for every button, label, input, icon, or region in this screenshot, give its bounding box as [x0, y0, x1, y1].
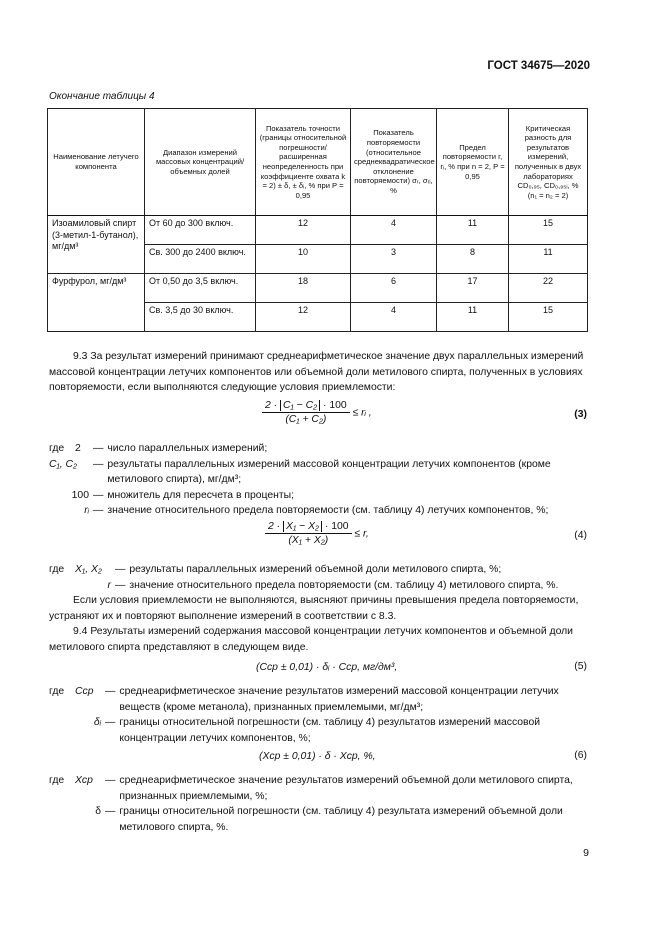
table-row: [48, 216, 588, 245]
definitions-6: где Xср — среднеарифметическое значение результатов измерений объемной доли метилового спирта, признанных приемлемыми, %; δ — границы относительной погрешности (см. таблицу 4) результата измерений объемной доли метилового спирта, %.: [49, 773, 587, 835]
value-cell: 12: [256, 303, 351, 332]
value-cell: 15: [509, 216, 588, 245]
table-head-cell: Предел повторяемости r, rᵢ, % при n = 2, P = 0,95: [437, 109, 509, 216]
range-cell: От 60 до 300 включ.: [145, 216, 256, 245]
def-symbol: rᵢ: [84, 505, 89, 516]
value-cell: 3: [351, 245, 437, 274]
definitions-5: где Cср — среднеарифметическое значение результатов измерений массовой концентрации летучих веществ (кроме метанола), признанных приемлемыми, мг/дм³; δᵢ — границы относительной погрешности (см. таблицу 4) результатов измерений массовой концентрации летучих компонентов, %;: [49, 684, 587, 746]
def-lead: где: [49, 443, 65, 454]
value-cell: 11: [437, 303, 509, 332]
def-text: значение относительного предела повторяемости (см. таблицу 4) летучих компонентов, %;: [107, 505, 549, 516]
value-cell: 22: [509, 274, 588, 303]
def-text: границы относительной погрешности (см. таблицу 4) результатов измерений массовой концентрации летучих компонентов, %;: [119, 717, 541, 744]
value-cell: 6: [351, 274, 437, 303]
def-text: среднеарифметическое значение результатов измерений массовой концентрации летучих веществ (кроме метанола), признанных приемлемыми, мг/дм³;: [119, 686, 559, 713]
def-symbol: δᵢ: [93, 717, 101, 728]
value-cell: 10: [256, 245, 351, 274]
formula-part: C₁ − C₂: [280, 400, 320, 411]
def-symbol: 2: [75, 443, 81, 454]
formula-part: · 100: [320, 400, 347, 411]
def-text: среднеарифметическое значение результатов измерений объемной доли метилового спирта, признанных приемлемыми, %;: [119, 775, 573, 802]
def-lead: где: [49, 775, 65, 786]
formula-part: 2 ·: [265, 400, 281, 411]
formula-part: (C₁ + C₂): [285, 414, 327, 425]
value-cell: 11: [509, 245, 588, 274]
table-head-cell: Показатель точности (границы относительной погрешности/расширенная неопределенность при коэффициенте охвата k = 2) ± δ, ± δᵢ, % при P = 0,95: [256, 109, 351, 216]
def-symbol: C₁, C₂: [49, 458, 78, 470]
formula-part: · 100: [321, 521, 349, 532]
formula-number: (6): [574, 750, 587, 761]
formula-3: [262, 399, 372, 426]
def-text: границы относительной погрешности (см. таблицу 4) результата измерений объемной доли метилового спирта, %.: [119, 806, 563, 833]
formula-part: ≤ rᵢ ,: [349, 407, 372, 419]
formula-5: (Cср ± 0,01) · δᵢ · Cср, мг/дм³,: [256, 662, 398, 673]
table-4: [47, 108, 588, 332]
document-header: ГОСТ 34675—2020: [487, 60, 590, 72]
value-cell: 4: [351, 303, 437, 332]
table-head-cell: Показатель повторяемости (относительное среднеквадратическое отклонение повторяемости) σᵣ, σᵣᵢ, %: [351, 109, 437, 216]
table-head-cell: Наименование летучего компонента: [48, 109, 145, 216]
value-cell: 17: [437, 274, 509, 303]
def-lead: где: [49, 564, 65, 575]
def-text: значение относительного предела повторяемости (см. таблицу 4) метилового спирта, %.: [129, 579, 559, 591]
def-symbol: 100: [71, 489, 89, 501]
paragraph-9-3-cont: Если условия приемлемости не выполняются, выясняют причины превышения предела повторяемости, устраняют их и повторяют выполнение измерений в соответствии с 8.3.: [49, 595, 579, 622]
def-text: результаты параллельных измерений массовой концентрации летучих компонентов (кроме метилового спирта), мг/дм³;: [107, 458, 551, 485]
definitions-4: где X₁, X₂ — результаты параллельных измерений объемной доли метилового спирта, %; r — значение относительного предела повторяемости (см. таблицу 4) метилового спирта, %.: [49, 562, 587, 593]
def-text: число параллельных измерений;: [107, 443, 268, 454]
fraction: [265, 520, 352, 547]
value-cell: 15: [509, 303, 588, 332]
def-text: множитель для пересчета в проценты;: [107, 489, 295, 501]
component-name: Фурфурол, мг/дм³: [48, 274, 145, 332]
range-cell: Св. 300 до 2400 включ.: [145, 245, 256, 274]
value-cell: 8: [437, 245, 509, 274]
value-cell: 18: [256, 274, 351, 303]
def-symbol: X₁, X₂: [75, 564, 102, 575]
value-cell: 12: [256, 216, 351, 245]
formula-part: X₁ − X₂: [283, 521, 322, 532]
formula-number: (5): [574, 661, 587, 672]
page-number: 9: [583, 847, 589, 859]
def-symbol: Xср: [75, 775, 93, 786]
definitions-3: где 2 — число параллельных измерений; C₁, C₂ — результаты параллельных измерений массовой концентрации летучих компонентов (кроме метилового спирта), мг/дм³; 100 — множитель для пересчета в проценты; rᵢ — значение относительного предела повторяемости (см. таблицу 4) летучих компонентов, %;: [49, 441, 587, 519]
fraction: [262, 399, 350, 426]
value-cell: 11: [437, 216, 509, 245]
def-symbol: δ: [95, 806, 101, 817]
formula-part: ≤ r,: [351, 528, 369, 540]
formula-number: (4): [574, 530, 587, 541]
table-caption: Окончание таблицы 4: [49, 91, 155, 102]
table-head-cell: Критическая разность для результатов измерений, полученных в двух лабораториях CD₀,₉₅, CD₀,₉₅ᵢ, % (n₁ = n₂ = 2): [509, 109, 588, 216]
formula-part: (X₁ + X₂): [288, 535, 329, 546]
def-symbol: r: [107, 579, 111, 591]
component-name: Изоамиловый спирт (3-метил-1-бутанол), мг/дм³: [48, 216, 145, 274]
value-cell: 4: [351, 216, 437, 245]
range-cell: От 0,50 до 3,5 включ.: [145, 274, 256, 303]
formula-part: 2 ·: [268, 521, 284, 532]
range-cell: Св. 3,5 до 30 включ.: [145, 303, 256, 332]
formula-4: [265, 520, 369, 547]
paragraph-9-3: 9.3 За результат измерений принимают среднеарифметическое значение двух параллельных измерений массовой концентрации летучих компонентов или объемной доли метилового спирта, полученных в условиях повторяемости, если выполняются следующие условия приемлемости:: [49, 351, 584, 393]
table-head-cell: Диапазон измерений массовых концентраций/ объемных долей: [145, 109, 256, 216]
formula-number: (3): [574, 409, 587, 420]
formula-6: (Xср ± 0,01) · δ · Xср, %,: [259, 751, 376, 762]
paragraph-9-4: 9.4 Результаты измерений содержания массовой концентрации летучих компонентов и объемной доли метилового спирта представляют в следующем виде.: [49, 626, 573, 653]
table-row: [48, 274, 588, 303]
def-text: результаты параллельных измерений объемной доли метилового спирта, %;: [129, 564, 502, 575]
def-lead: где: [49, 686, 65, 697]
def-symbol: Cср: [75, 686, 94, 697]
